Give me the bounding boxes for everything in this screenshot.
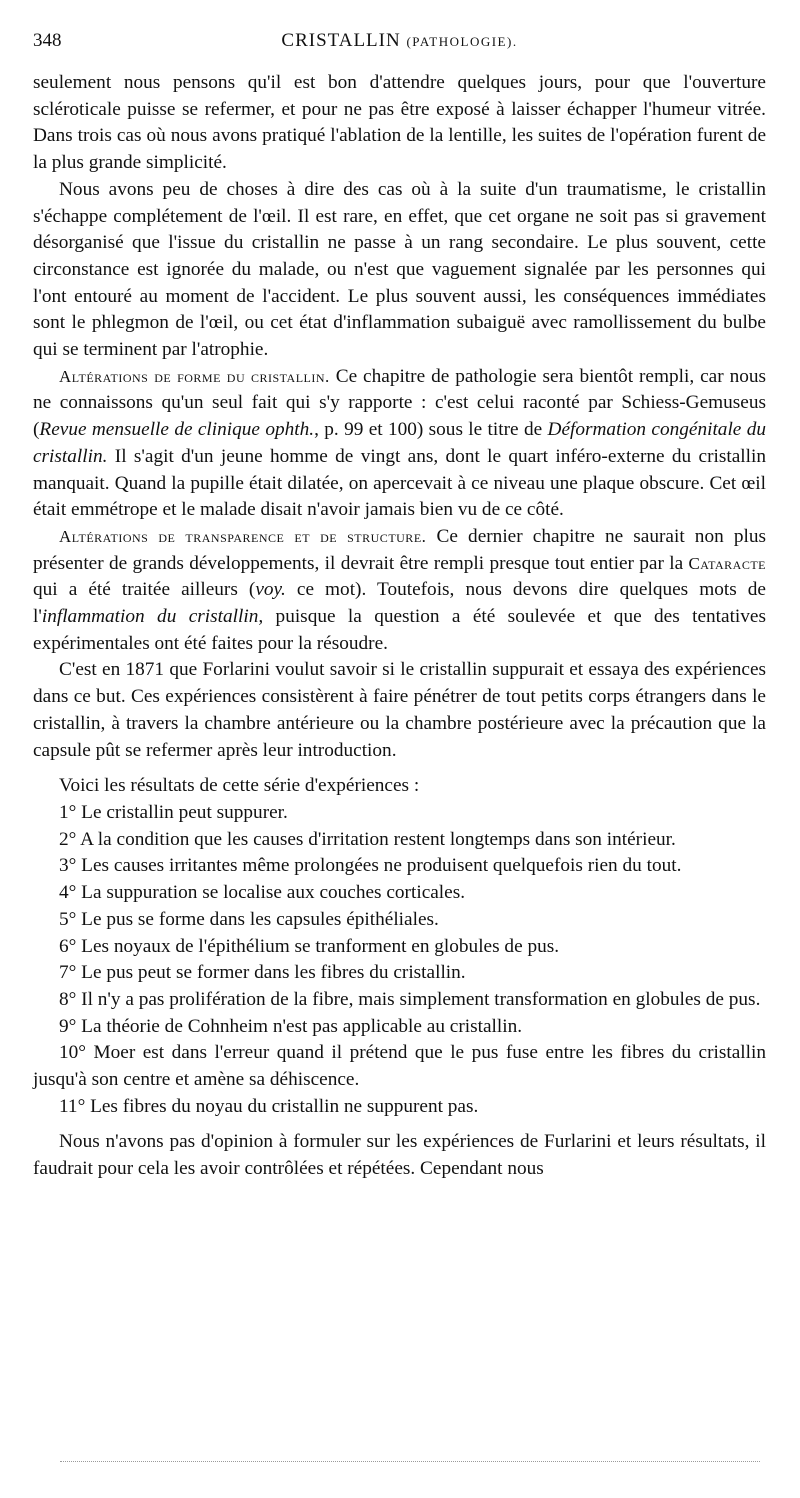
paragraph-alterations-transparence bbox=[33, 524, 766, 658]
section-heading-transparence: Altérations de transparence et de structure. bbox=[59, 526, 427, 546]
inflammation-term: inflammation du cristallin, bbox=[41, 606, 264, 628]
paragraph-alterations-forme bbox=[33, 364, 766, 524]
text-run: qui a été traitée ailleurs ( bbox=[33, 579, 256, 601]
text-run: , p. 99 et 100) sous le titre de bbox=[314, 419, 548, 441]
article-title: Déformation congénitale du cristallin. bbox=[33, 419, 766, 467]
list-item: 4° La suppuration se localise aux couches corticales. bbox=[59, 882, 466, 904]
paragraph-continuation: seulement nous pensons qu'il est bon d'attendre quelques jours, pour que l'ouverture scléroticale puisse se refermer, et pour ne pas être exposé à laisser échapper l'humeur vitrée. Dans trois cas où nous avons pratiqué l'ablation de la lentille, les suites de l'opération furent de la plus grande simplicité. bbox=[33, 72, 766, 174]
running-title-section: (PATHOLOGIE). bbox=[406, 34, 518, 49]
text-run: Ce dernier chapitre ne saurait non plus présenter de grands développements, il devrait être rempli presque tout entier par la bbox=[33, 525, 766, 574]
running-title-main: CRISTALLIN bbox=[281, 30, 401, 51]
page-header bbox=[33, 30, 766, 60]
text-run: Ce chapitre de pathologie sera bientôt rempli, car nous ne connaissons qu'un seul fait qui s'y rapporte : c'est celui raconté par Schiess-Gemuseus ( bbox=[33, 365, 766, 441]
list-item: 10° Moer est dans l'erreur quand il prétend que le pus fuse entre les fibres du cristallin jusqu'à son centre et amène sa déhiscence. bbox=[33, 1042, 766, 1091]
text-run: puisque la question a été soulevée et que des tentatives expérimentales ont été faites pour la résoudre. bbox=[33, 606, 766, 654]
results-list bbox=[33, 800, 766, 1120]
list-item: 2° A la condition que les causes d'irritation restent longtemps dans son intérieur. bbox=[59, 828, 676, 850]
list-item: 11° Les fibres du noyau du cristallin ne suppurent pas. bbox=[59, 1095, 479, 1117]
list-item: 5° Le pus se forme dans les capsules épithéliales. bbox=[59, 908, 439, 930]
page-number: 348 bbox=[33, 30, 62, 51]
cross-reference-cataracte: Cataracte bbox=[688, 553, 766, 573]
footer-divider bbox=[60, 1461, 760, 1462]
body-text bbox=[33, 70, 766, 1183]
paragraph-conclusion: Nous n'avons pas d'opinion à formuler sur les expériences de Furlarini et leurs résultats, il faudrait pour cela les avoir contrôlées et répétées. Cependant nous bbox=[33, 1131, 766, 1180]
text-run: ce mot). Toutefois, nous devons dire quelques mots de l' bbox=[33, 579, 766, 628]
list-item: 9° La théorie de Cohnheim n'est pas applicable au cristallin. bbox=[59, 1015, 523, 1037]
list-item: 7° Le pus peut se former dans les fibres du cristallin. bbox=[59, 962, 466, 984]
list-item: 6° Les noyaux de l'épithélium se tranforment en globules de pus. bbox=[59, 935, 560, 957]
voy-abbreviation: voy. bbox=[255, 579, 286, 601]
paragraph-traumatisme: Nous avons peu de choses à dire des cas où à la suite d'un traumatisme, le cristallin s'échappe complétement de l'œil. Il est rare, en effet, que cet organe ne soit pas si gravement désorganisé que l'issue du cristallin ne passe à un rang secondaire. Le plus souvent, cette circonstance est ignorée du malade, ou n'est que vaguement signalée par les personnes qui l'ont entouré au moment de l'accident. Le plus souvent aussi, les conséquences immédiates sont le phlegmon de l'œil, ou cet état d'inflammation subaiguë avec ramollissement du bulbe qui se terminent par l'atrophie. bbox=[33, 178, 766, 361]
journal-citation: Revue mensuelle de clinique ophth. bbox=[39, 419, 315, 441]
paragraph-forlarini: C'est en 1871 que Forlarini voulut savoir si le cristallin suppurait et essaya des expériences dans ce but. Ces expériences consistèrent à faire pénétrer de tout petits corps étrangers dans le cristallin, à travers la chambre antérieure ou la chambre postérieure avec la précaution que la capsule pût se refermer après leur introduction. bbox=[33, 659, 766, 761]
list-item: 8° Il n'y a pas prolifération de la fibre, mais simplement transformation en globules de pus. bbox=[59, 988, 761, 1010]
section-heading-forme: Altérations de forme du cristallin. bbox=[59, 366, 330, 386]
list-item: 1° Le cristallin peut suppurer. bbox=[59, 801, 288, 823]
paragraph-results-intro: Voici les résultats de cette série d'expériences : bbox=[59, 775, 420, 797]
text-run: Il s'agit d'un jeune homme de vingt ans, dont le quart inféro-externe du cristallin manquait. Quand la pupille était dilatée, on apercevait à ce niveau une plaque obscure. Cet œil était emmétrope et le malade disait n'avoir jamais bien vu de ce côté. bbox=[33, 445, 766, 521]
list-item: 3° Les causes irritantes même prolongées ne produisent quelquefois rien du tout. bbox=[59, 855, 682, 877]
running-title bbox=[33, 30, 766, 52]
